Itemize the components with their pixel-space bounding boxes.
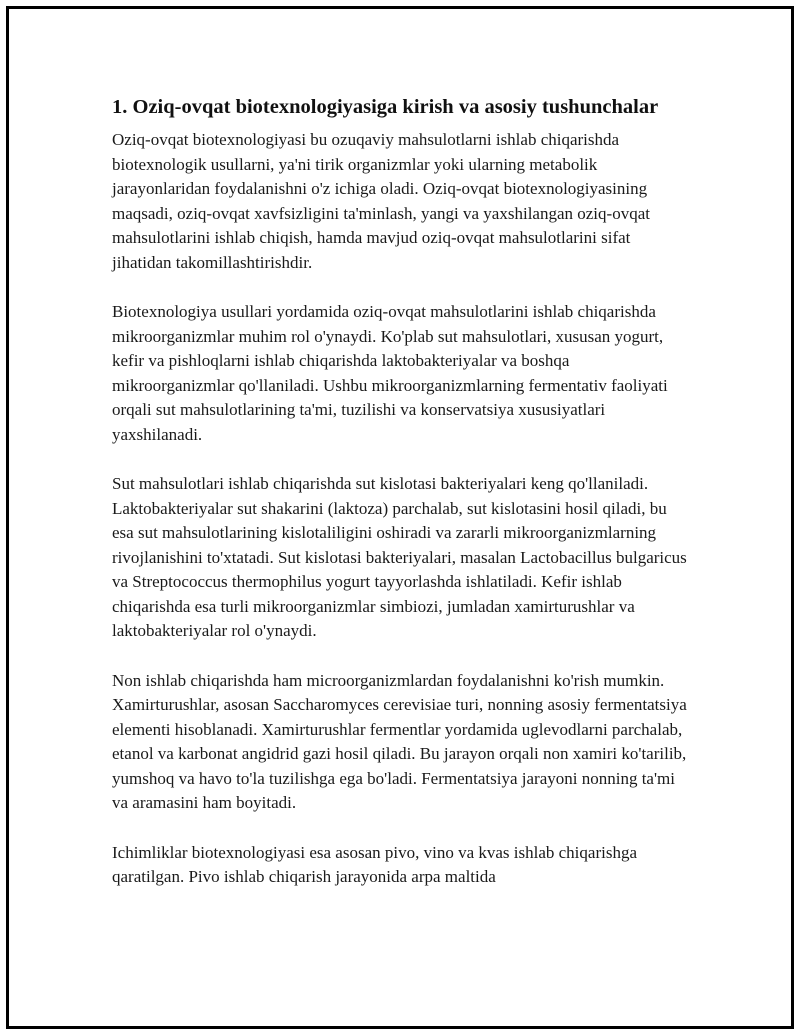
section-heading: 1. Oziq-ovqat biotexnologiyasiga kirish va asosiy tushunchalar: [112, 96, 659, 118]
paragraph-intro: Oziq-ovqat biotexnologiyasi bu ozuqaviy mahsulotlarni ishlab chiqarishda biotexnologik usullarni, ya'ni tirik organizmlar yoki ularning metabolik jarayonlaridan foydalanishni o'z ichiga oladi. Oziq-ovqat biotexnologiyasining maqsadi, oziq-ovqat xavfsizligini ta'minlash, yangi va yaxshilangan oziq-ovqat mahsulotlarini ishlab chiqish, hamda mavjud oziq-ovqat mahsulotlarini sifat jihatidan takomillashtirishdir.: [112, 130, 650, 272]
document-body: [112, 94, 687, 915]
paragraph-bread: Non ishlab chiqarishda ham microorganizmlardan foydalanishni ko'rish mumkin. Xamirturushlar, asosan Saccharomyces cerevisiae turi, nonning asosiy fermentatsiya elementi hisoblanadi. Xamirturushlar fermentlar yordamida uglevodlarni parchalab, etanol va karbonat angidrid gazi hosil qiladi. Bu jarayon orqali non xamiri ko'tarilib, yumshoq va havo to'la tuzilishga ega bo'ladi. Fermentatsiya jarayoni nonning ta'mi va aramasini ham boyitadi.: [112, 670, 687, 812]
paragraph-dairy: Sut mahsulotlari ishlab chiqarishda sut kislotasi bakteriyalari keng qo'llaniladi. Laktobakteriyalar sut shakarini (laktoza) parchalab, sut kislotasini hosil qiladi, bu esa sut mahsulotlarining kislotaliligini oshiradi va zararli mikroorganizmlarning rivojlanishini to'xtatadi. Sut kislotasi bakteriyalari, masalan Lactobacillus bulgaricus va Streptococcus thermophilus yogurt tayyorlashda ishlatiladi. Kefir ishlab chiqarishda esa turli mikroorganizmlar simbiozi, jumladan xamirturushlar va laktobakteriyalar rol o'ynaydi.: [112, 474, 687, 640]
paragraph-beverages: Ichimliklar biotexnologiyasi esa asosan pivo, vino va kvas ishlab chiqarishga qaratilgan. Pivo ishlab chiqarish jarayonida arpa maltida: [112, 842, 637, 886]
paragraph-microorganisms: Biotexnologiya usullari yordamida oziq-ovqat mahsulotlarini ishlab chiqarishda mikroorganizmlar muhim rol o'ynaydi. Ko'plab sut mahsulotlari, xususan yogurt, kefir va pishloqlarni ishlab chiqarishda laktobakteriyalar va boshqa mikroorganizmlar qo'llaniladi. Ushbu mikroorganizmlarning fermentativ faoliyati orqali sut mahsulotlarining ta'mi, tuzilishi va konservatsiya xususiyatlari yaxshilanadi.: [112, 302, 668, 444]
